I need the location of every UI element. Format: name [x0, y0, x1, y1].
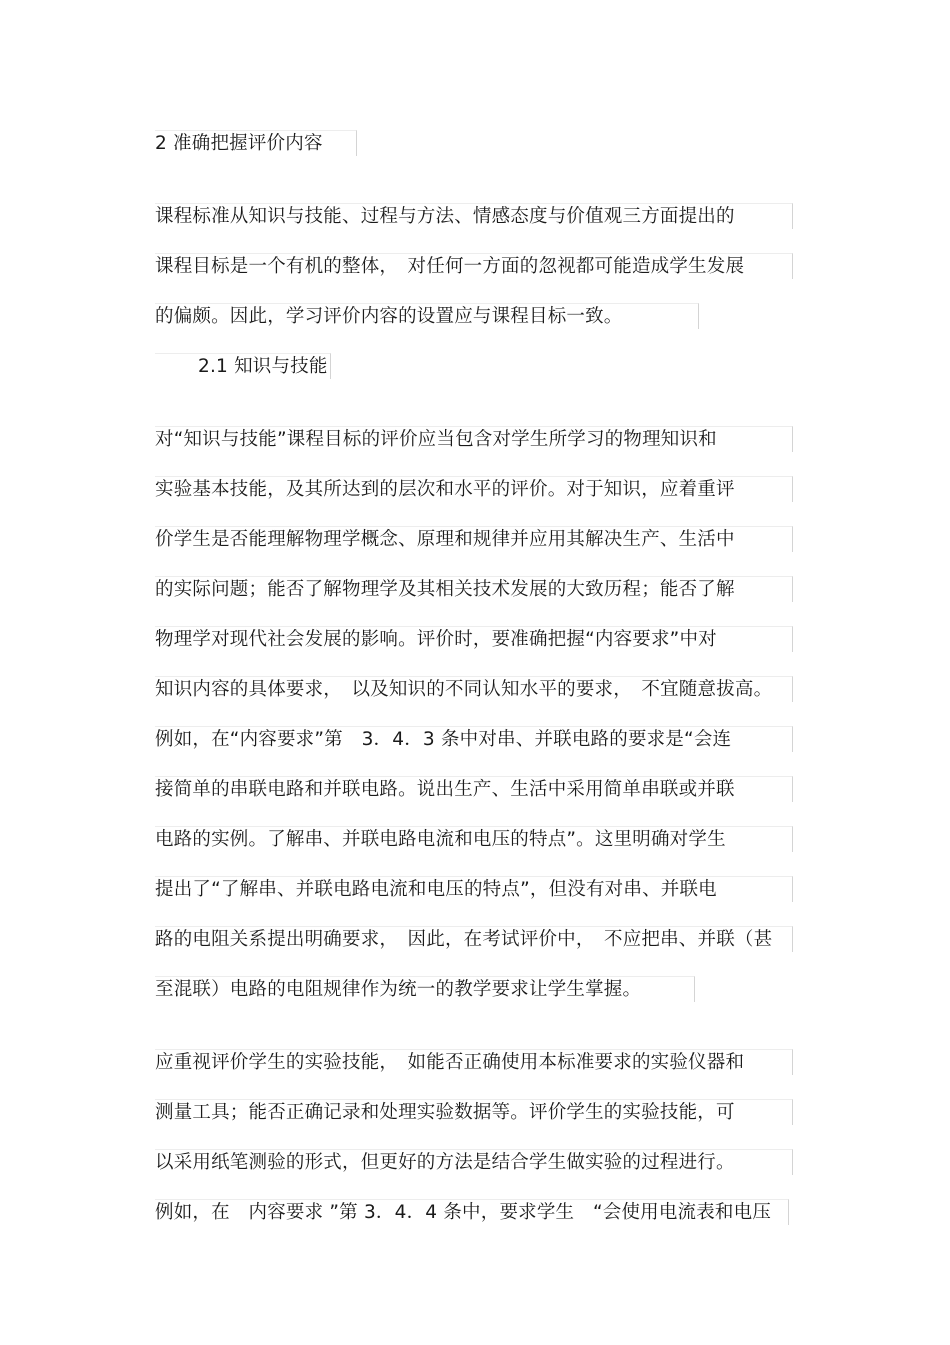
- paragraph-line: 例如，在 内容要求 ”第 3．4．4 条中，要求学生 “会使用电流表和电压: [155, 1199, 789, 1225]
- paragraph-line: 例如，在“内容要求”第 3．4．3 条中对串、并联电路的要求是“会连: [155, 726, 793, 752]
- paragraph-line: 测量工具；能否正确记录和处理实验数据等。评价学生的实验技能，可: [155, 1099, 793, 1125]
- paragraph-line: 路的电阻关系提出明确要求， 因此，在考试评价中， 不应把串、并联（甚: [155, 926, 793, 952]
- paragraph-line: 以采用纸笔测验的形式，但更好的方法是结合学生做实验的过程进行。: [155, 1149, 793, 1175]
- section-heading: 2 准确把握评价内容: [155, 130, 357, 156]
- paragraph-line: 应重视评价学生的实验技能， 如能否正确使用本标准要求的实验仪器和: [155, 1049, 793, 1075]
- intro-line: 课程目标是一个有机的整体， 对任何一方面的忽视都可能造成学生发展: [155, 253, 793, 279]
- paragraph-line: 价学生是否能理解物理学概念、原理和规律并应用其解决生产、生活中: [155, 526, 793, 552]
- paragraph-line: 知识内容的具体要求， 以及知识的不同认知水平的要求， 不宜随意拔高。: [155, 676, 793, 702]
- paragraph-line: 对“知识与技能”课程目标的评价应当包含对学生所学习的物理知识和: [155, 426, 793, 452]
- subsection-heading: 2.1 知识与技能: [155, 353, 331, 379]
- paragraph-line: 实验基本技能，及其所达到的层次和水平的评价。对于知识，应着重评: [155, 476, 793, 502]
- intro-line: 课程标准从知识与技能、过程与方法、情感态度与价值观三方面提出的: [155, 203, 793, 229]
- paragraph-line: 物理学对现代社会发展的影响。评价时，要准确把握“内容要求”中对: [155, 626, 793, 652]
- paragraph-line: 接简单的串联电路和并联电路。说出生产、生活中采用简单串联或并联: [155, 776, 793, 802]
- paragraph-line: 电路的实例。了解串、并联电路电流和电压的特点”。这里明确对学生: [155, 826, 793, 852]
- paragraph-line: 至混联）电路的电阻规律作为统一的教学要求让学生掌握。: [155, 976, 695, 1002]
- intro-line: 的偏颇。因此，学习评价内容的设置应与课程目标一致。: [155, 303, 699, 329]
- paragraph-line: 的实际问题；能否了解物理学及其相关技术发展的大致历程；能否了解: [155, 576, 793, 602]
- paragraph-line: 提出了“了解串、并联电路电流和电压的特点”，但没有对串、并联电: [155, 876, 793, 902]
